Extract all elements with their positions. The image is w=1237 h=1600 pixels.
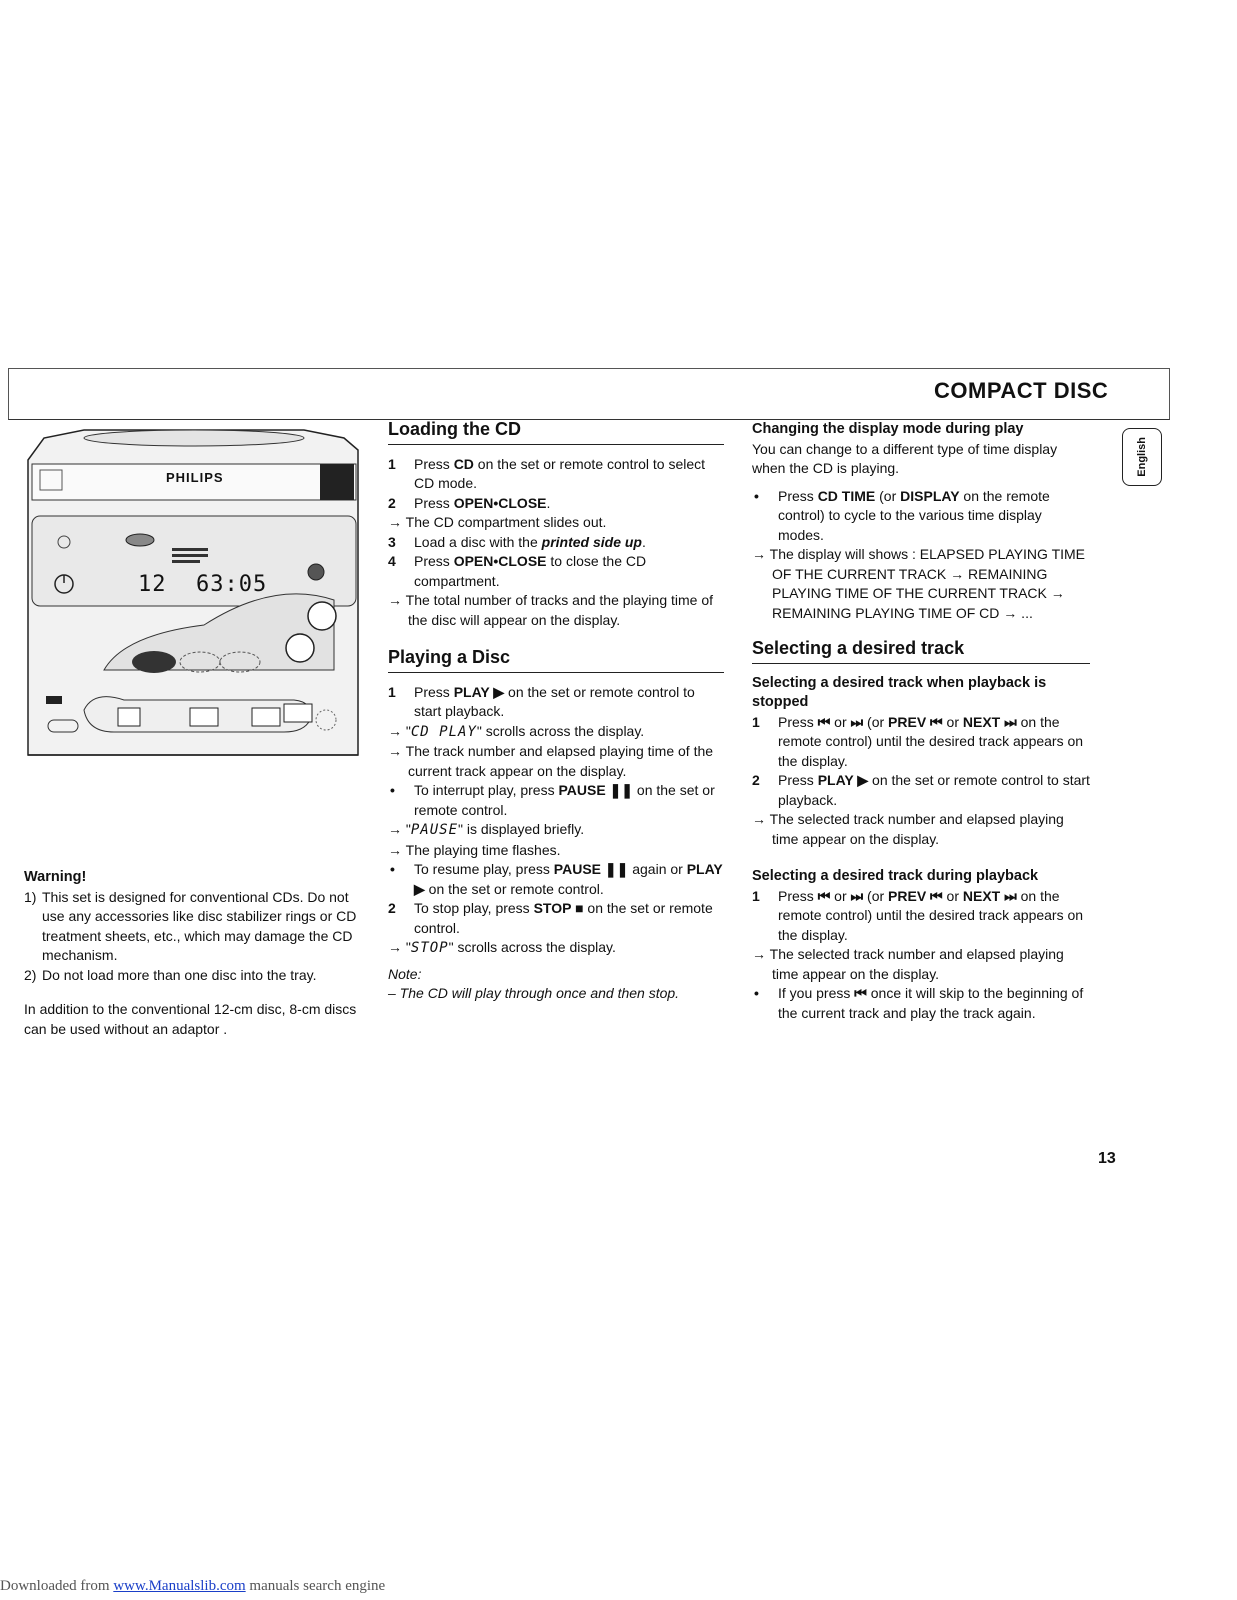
footer	[0, 1578, 385, 1595]
loading-step-2: 2 Press OPEN•CLOSE.	[388, 494, 551, 511]
playing-step-2-result: → "STOP" scrolls across the display.	[388, 939, 616, 956]
selecting-during-step-1-result: → The selected track number and elapsed playing time appear on the display.	[752, 946, 1064, 982]
device-illustration	[24, 420, 364, 760]
manualslib-link[interactable]: www.Manualslib.com	[113, 1578, 246, 1594]
page-number: 13	[1098, 1150, 1116, 1167]
device-display-time: 63:05	[196, 572, 268, 597]
playing-pause-result-2: → The playing time flashes.	[388, 841, 561, 858]
warning-item: 1) This set is designed for conventional CDs. Do not use any accessories like disc stabilizer rings or CD treatment sheets, etc., which may damage the CD mechanism.	[24, 888, 357, 963]
loading-step-4-result: → The total number of tracks and the playing time of the disc will appear on the display.	[388, 592, 714, 628]
display-mode-result: → The display will shows : ELAPSED PLAYING TIME OF THE CURRENT TRACK → REMAINING PLAYING TIME OF THE CURRENT TRACK → REMAINING PLAYING TIME OF CD → ...	[752, 546, 1086, 621]
middle-column	[388, 420, 724, 1004]
display-mode-bullet: • Press CD TIME (or DISPLAY on the remote control) to cycle to the various time display modes.	[754, 487, 1050, 543]
loading-step-2-result: → The CD compartment slides out.	[388, 514, 607, 530]
language-tab	[1122, 428, 1162, 486]
selecting-stopped-step-2: 2 Press PLAY ▶ on the set or remote control to start playback.	[752, 772, 1090, 808]
loading-step-4: 4 Press OPEN•CLOSE to close the CD compartment.	[388, 553, 647, 589]
playing-step-1: 1 Press PLAY ▶ on the set or remote control to start playback.	[388, 683, 695, 719]
device-display-track: 12	[138, 572, 167, 597]
playing-step-1-result-1: → "CD PLAY" scrolls across the display.	[388, 722, 645, 740]
note-text: – The CD will play through once and then stop.	[388, 985, 680, 1001]
selecting-heading: Selecting a desired track	[752, 639, 1090, 664]
section-title: COMPACT DISC	[934, 378, 1109, 403]
loading-step-1: 1 Press CD on the set or remote control to select CD mode.	[388, 455, 706, 491]
selecting-during-heading: Selecting a desired track during playback	[752, 868, 1039, 884]
selecting-during-bullet: • If you press ⏮ once it will skip to the beginning of the current track and play the track again.	[754, 985, 1084, 1021]
adaptor-note: In addition to the conventional 12-cm disc, 8-cm discs can be used without an adaptor .	[24, 1001, 357, 1037]
device-brand: PHILIPS	[166, 470, 224, 485]
selecting-stopped-step-2-result: → The selected track number and elapsed playing time appear on the display.	[752, 811, 1064, 847]
warning-block	[24, 868, 364, 985]
selecting-during-step-1: 1 Press ⏮ or ⏭ (or PREV ⏮ or NEXT ⏭ on the remote control) until the desired track appears on the display.	[752, 887, 1084, 943]
playing-pause-result-1: → "PAUSE" is displayed briefly.	[388, 821, 585, 838]
loading-heading: Loading the CD	[388, 420, 724, 445]
playing-step-1-result-2: → The track number and elapsed playing time of the current track appear on the display.	[388, 743, 714, 779]
right-column	[752, 420, 1090, 1023]
language-tab-label: English	[1136, 437, 1148, 477]
playing-heading: Playing a Disc	[388, 648, 724, 673]
selecting-stopped-step-1: 1 Press ⏮ or ⏭ (or PREV ⏮ or NEXT ⏭ on the remote control) until the desired track appears on the display.	[752, 713, 1084, 769]
footer-suffix: manuals search engine	[245, 1578, 386, 1594]
note-label: Note:	[388, 965, 422, 982]
footer-prefix: Downloaded from	[0, 1578, 114, 1594]
playing-bullet-resume: • To resume play, press PAUSE ❚❚ again or PLAY ▶ on the set or remote control.	[390, 861, 723, 897]
warning-item: 2) Do not load more than one disc into the tray.	[24, 966, 317, 983]
loading-step-3: 3 Load a disc with the printed side up.	[388, 533, 646, 550]
display-mode-heading: Changing the display mode during play	[752, 421, 1024, 437]
selecting-stopped-heading: Selecting a desired track when playback is stopped	[752, 674, 1047, 710]
warning-title: Warning!	[24, 869, 87, 885]
display-mode-intro: You can change to a different type of time display when the CD is playing.	[752, 440, 1058, 476]
playing-step-2: 2 To stop play, press STOP ■ on the set or remote control.	[388, 900, 713, 936]
playing-bullet-pause: • To interrupt play, press PAUSE ❚❚ on the set or remote control.	[390, 782, 715, 818]
